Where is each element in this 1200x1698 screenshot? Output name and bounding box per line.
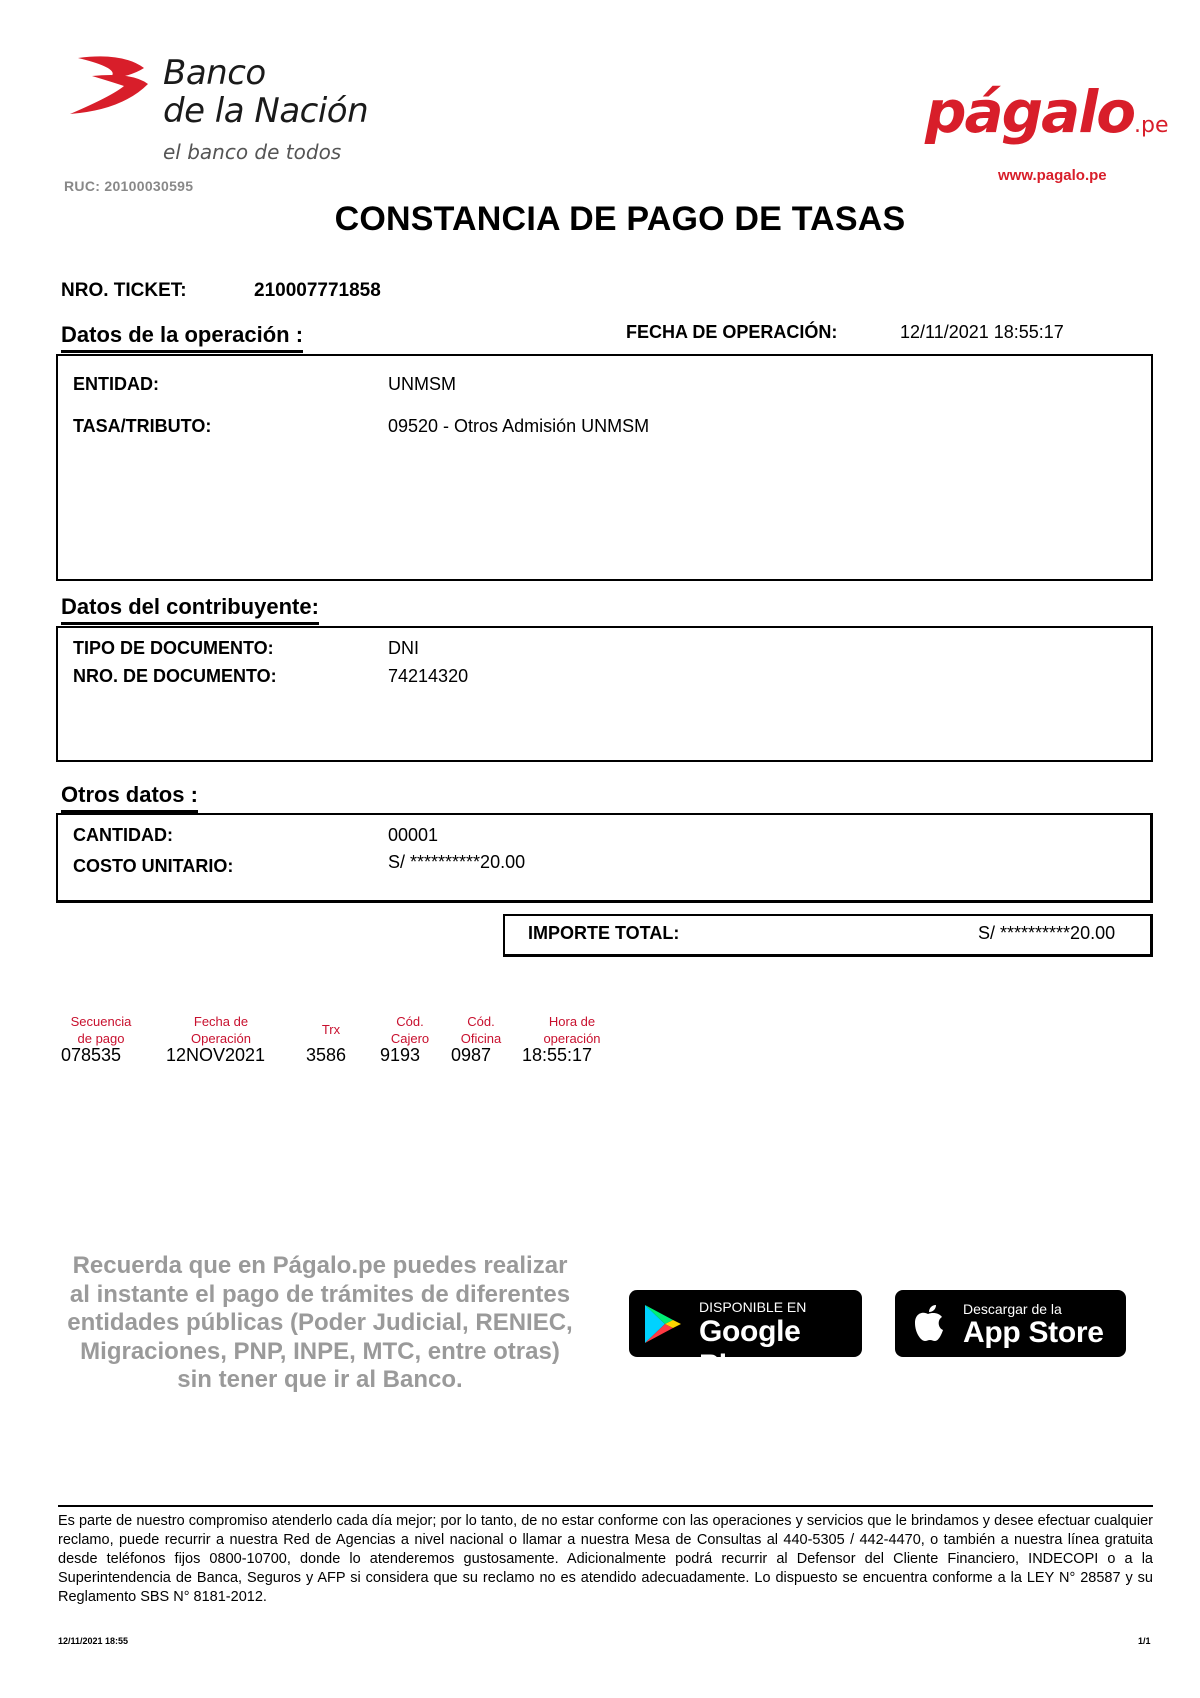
taxpayer-section-title: Datos del contribuyente: — [61, 594, 319, 625]
detail-value: 0987 — [451, 1045, 492, 1065]
google-play-icon — [643, 1303, 683, 1345]
banco-nacion-logo-icon — [62, 54, 162, 124]
detail-value: 3586 — [306, 1045, 347, 1065]
apple-icon — [911, 1303, 945, 1343]
other-section-title: Otros datos : — [61, 782, 198, 813]
detail-value: 18:55:17 — [522, 1045, 593, 1065]
detail-time — [522, 1013, 622, 1065]
footer-legal-text: Es parte de nuestro compromiso atenderlo cada día mejor; por lo tanto, de no estar conforme con las operaciones y servicios que le brindamos y desee efectuar cualquier reclamo, puede recurrir a nuestra Red de Agencias a nivel nacional o llamar a nuestra Mesa de Consultas al 440-5305 / 442-4470, o también a nuestra línea gratuita desde teléfonos fijos 0800-10700, donde lo atenderemos gustosamente. Adicionalmente podrá recurrir al Defensor del Cliente Financiero, INDECOPI o a la Superintendencia de Banca, Seguros y AFP si considera que su reclamo no es atendido adecuadamente. Lo dispuesto se encuentra conforme a la LEY N° 28587 y su Reglamento SBS N° 8181-2012. — [58, 1513, 1153, 1605]
detail-label: Oficina — [460, 1031, 502, 1046]
detail-label: Cód. — [467, 1014, 495, 1029]
page-title: CONSTANCIA DE PAGO DE TASAS — [334, 200, 906, 238]
operation-date-value: 12/11/2021 18:55:17 — [900, 322, 1064, 342]
footer-page-number: 1/1 — [1138, 1636, 1151, 1646]
total-label: IMPORTE TOTAL: — [528, 923, 680, 943]
app-store-small-text: Descargar de la — [963, 1301, 1062, 1317]
detail-date — [166, 1013, 276, 1065]
detail-cashier — [380, 1013, 440, 1065]
detail-label: Secuencia — [70, 1014, 132, 1029]
bank-name — [163, 54, 368, 130]
promo-text: Recuerda que en Págalo.pe puedes realizar al instante el pago de trámites de diferentes entidades públicas (Poder Judicial, RENIEC, Migraciones, PNP, INPE, MTC, entre otras) sin tener que ir al Banco. — [67, 1252, 573, 1393]
total-value: S/ **********20.00 — [978, 923, 1116, 943]
detail-label: Cód. — [396, 1014, 424, 1029]
ruc-number: RUC: 20100030595 — [64, 178, 194, 194]
bank-name-line2: de la Nación — [163, 91, 369, 131]
detail-value: 9193 — [380, 1045, 421, 1065]
detail-label: Cajero — [390, 1031, 430, 1046]
doc-number-label: NRO. DE DOCUMENTO: — [73, 666, 277, 686]
bank-name-line1: Banco — [163, 53, 266, 93]
detail-label: Hora de — [548, 1014, 596, 1029]
footer-divider — [58, 1505, 1153, 1507]
operation-box — [56, 354, 1153, 581]
detail-trx — [306, 1013, 356, 1065]
detail-label: operación — [543, 1031, 601, 1046]
unit-cost-value: S/ **********20.00 — [388, 852, 526, 872]
detail-office — [451, 1013, 511, 1065]
detail-label: de pago — [77, 1031, 125, 1046]
pagalo-brand: págalo — [925, 78, 1135, 146]
app-store-button[interactable] — [895, 1290, 1126, 1357]
quantity-label: CANTIDAD: — [73, 825, 173, 845]
google-play-big-text: Google Play — [699, 1315, 801, 1382]
unit-cost-label: COSTO UNITARIO: — [73, 856, 234, 876]
detail-value: 12NOV2021 — [166, 1045, 266, 1065]
fee-value: 09520 - Otros Admisión UNMSM — [388, 416, 650, 436]
ticket-label: NRO. TICKET: — [61, 280, 187, 301]
google-play-button[interactable] — [629, 1290, 862, 1382]
footer-print-date: 12/11/2021 18:55 — [58, 1636, 129, 1646]
app-store-big-text: App Store — [963, 1316, 1104, 1349]
entity-value: UNMSM — [388, 374, 456, 394]
detail-label: Operación — [191, 1031, 251, 1046]
google-play-small-text: DISPONIBLE EN — [699, 1299, 807, 1315]
entity-label: ENTIDAD: — [73, 374, 159, 394]
ticket-value: 210007771858 — [254, 280, 381, 301]
detail-label: Fecha de — [193, 1014, 249, 1029]
fee-label: TASA/TRIBUTO: — [73, 416, 212, 436]
operation-section-title: Datos de la operación : — [61, 322, 303, 353]
operation-date-label: FECHA DE OPERACIÓN: — [626, 322, 838, 342]
pagalo-logo — [925, 78, 1169, 146]
pagalo-suffix: .pe — [1134, 113, 1169, 138]
detail-label: Trx — [321, 1022, 341, 1037]
bank-tagline: el banco de todos — [163, 140, 342, 164]
quantity-value: 00001 — [388, 825, 439, 845]
detail-value: 078535 — [61, 1045, 122, 1065]
doc-type-value: DNI — [388, 638, 419, 658]
doc-type-label: TIPO DE DOCUMENTO: — [73, 638, 274, 658]
detail-sequence — [61, 1013, 141, 1065]
doc-number-value: 74214320 — [388, 666, 469, 686]
pagalo-url: www.pagalo.pe — [998, 167, 1107, 184]
